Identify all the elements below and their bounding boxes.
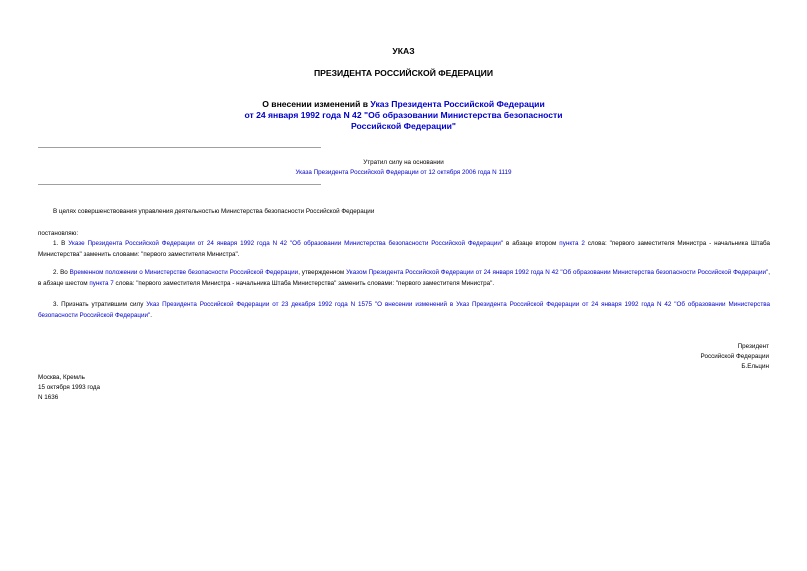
footer-number: N 1636 [38, 394, 59, 401]
p3-text-1: 3. Признать утратившим силу [53, 301, 147, 308]
title-prefix: О внесении изменений в [262, 99, 371, 109]
p3-link-decree[interactable]: Указ Президента Российской Федерации от 23 декабря 1992 года N 1575 "О внесении изменений в Указ Президента Российской Федерации от 24 января 1992 года N 42 "Об образовании Министерства безопасности Российской Федерации" [38, 301, 770, 319]
p1-text-3: слова: "первого заместителя Министра - начальника Штаба Министерства" заменить словами: "первого заместителя Министра". [38, 240, 771, 258]
signature-country: Российской Федерации [700, 353, 769, 360]
p2-link-clause[interactable]: пункта 7 [89, 279, 114, 287]
status-link-wrap [0, 168, 807, 178]
status-text: Утратил силу на основании [363, 159, 444, 166]
title-link-decree-line3[interactable]: Российской Федерации" [351, 121, 456, 131]
document-title [0, 99, 807, 132]
footer-place: Москва, Кремль [38, 374, 85, 381]
signature-name: Б.Ельцин [741, 363, 769, 370]
p3-text-2: . [150, 311, 153, 319]
status-link[interactable]: Указа Президента Российской Федерации от 12 октября 2006 года N 1119 [295, 169, 512, 176]
p2-text-4: слова: "первого заместителя Министра - начальника Штаба Министерства" заменить словами: "первого заместителя Министра". [113, 279, 495, 287]
signature-title: Президент [737, 343, 769, 350]
title-link-decree-line2[interactable]: от 24 января 1992 года N 42 "Об образовании Министерства безопасности [244, 110, 563, 120]
document-heading: УКАЗ [392, 46, 415, 56]
p1-link-decree[interactable]: Указе Президента Российской Федерации от 24 января 1992 года N 42 "Об образовании Министерства безопасности Российской Федерации" [68, 240, 504, 247]
p2-link-decree[interactable]: Указом Президента Российской Федерации от 24 января 1992 года N 42 "Об образовании Министерства безопасности Российской Федерации" [346, 269, 769, 276]
title-link-decree[interactable]: Указ Президента Российской Федерации [370, 99, 545, 109]
p2-text-3: , в абзаце шестом [38, 269, 771, 287]
footer-date: 15 октября 1993 года [38, 384, 101, 391]
p2-link-regulation[interactable]: Временном положении о Министерстве безопасности Российской Федерации [69, 269, 299, 276]
divider-top [38, 147, 321, 148]
signature-block [701, 342, 769, 372]
p2-text-1: 2. Во [53, 269, 70, 276]
p1-text-1: 1. В [53, 240, 69, 247]
footer-block [38, 373, 100, 403]
p2-text-2: , утвержденном [298, 269, 347, 276]
paragraph-3 [38, 300, 770, 321]
paragraph-1 [38, 239, 770, 260]
resolve-text: постановляю: [38, 230, 79, 237]
paragraph-2 [38, 268, 770, 289]
p1-text-2: в абзаце втором [503, 240, 560, 247]
intro-text: В целях совершенствования управления деятельностью Министерства безопасности Российской Федерации [53, 208, 375, 215]
p1-link-clause[interactable]: пункта 2 [559, 240, 585, 247]
divider-bottom [38, 184, 321, 185]
document-issuer: ПРЕЗИДЕНТА РОССИЙСКОЙ ФЕДЕРАЦИИ [313, 68, 494, 78]
